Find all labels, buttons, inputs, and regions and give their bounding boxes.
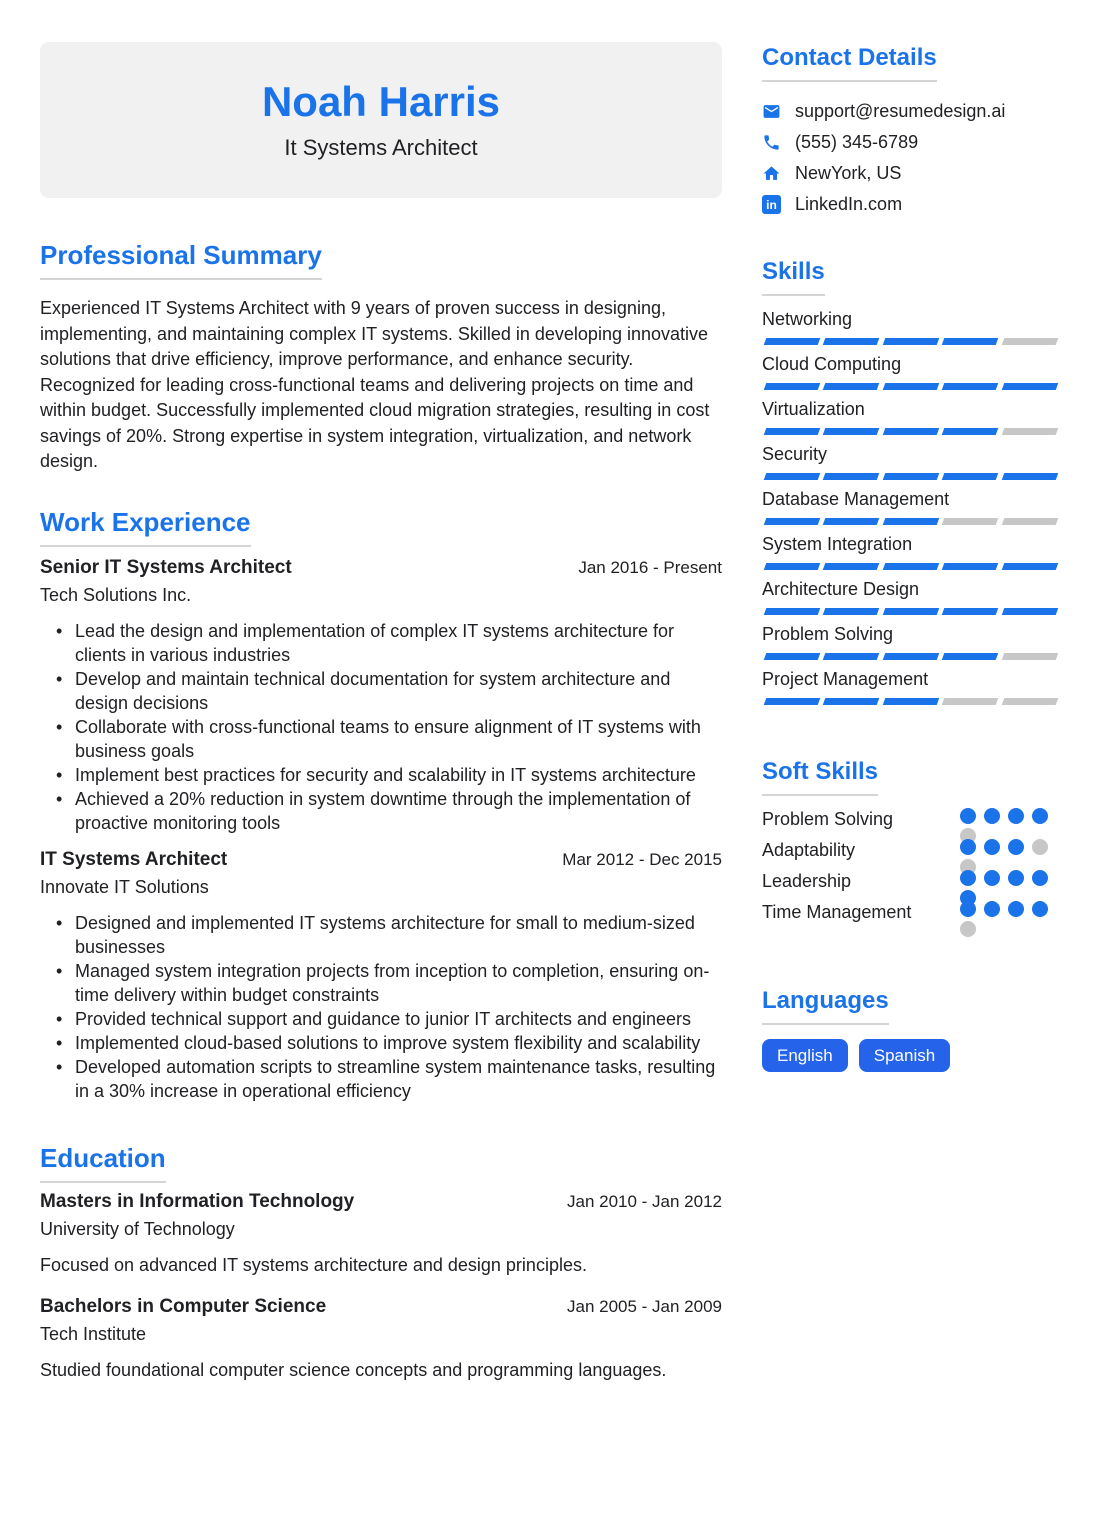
bar-segment-filled (764, 473, 821, 480)
bar-segment-filled (942, 563, 999, 570)
school-entry (40, 1296, 722, 1381)
soft-skill-name: Adaptability (762, 840, 856, 860)
bar-segment-empty (1001, 698, 1058, 705)
linkedin-icon: in (762, 195, 781, 214)
bar-segment-filled (883, 608, 940, 615)
job-entry (40, 557, 722, 835)
contact-heading: Contact Details (762, 44, 937, 82)
skill-item (762, 623, 1060, 668)
contact-text: LinkedIn.com (795, 194, 903, 214)
bar-segment-filled (883, 383, 940, 390)
education-heading: Education (40, 1143, 166, 1183)
rating-dot-filled (1008, 870, 1024, 886)
contact-item (762, 189, 1060, 220)
job-bullet: • Developed automation scripts to streamline system maintenance tasks, resulting in a 30% increase in operational efficiency (56, 1055, 722, 1103)
skill-item (762, 533, 1060, 578)
school-header (40, 1191, 722, 1213)
bar-segment-filled (823, 608, 880, 615)
job-bullet-list (40, 911, 722, 1103)
job-bullet: • Collaborate with cross-functional teams to ensure alignment of IT systems with business goals (56, 715, 722, 763)
skill-level-bar (762, 338, 1060, 345)
skill-name: Networking (762, 309, 853, 329)
contact-item (762, 158, 1060, 189)
skill-name: Cloud Computing (762, 354, 902, 374)
skill-level-bar (762, 428, 1060, 435)
skill-level-bar (762, 608, 1060, 615)
skill-name: Virtualization (762, 399, 865, 419)
skills-section (762, 258, 1060, 713)
contact-heading-row (762, 44, 1060, 82)
bar-segment-filled (823, 473, 880, 480)
bar-segment-empty (942, 698, 999, 705)
job-bullet-list (40, 619, 722, 835)
school-dates: Jan 2005 - Jan 2009 (566, 1296, 722, 1316)
degree-title: Masters in Information Technology (40, 1190, 355, 1212)
job-bullet: • Lead the design and implementation of complex IT systems architecture for clients in various industries (56, 619, 722, 667)
job-header (40, 557, 722, 579)
job-company: Tech Solutions Inc. (40, 584, 192, 605)
languages-heading: Languages (762, 987, 889, 1025)
bar-segment-filled (764, 698, 821, 705)
rating-dot-filled (1032, 901, 1048, 917)
rating-dot-empty (1032, 839, 1048, 855)
job-header (40, 849, 722, 871)
bar-segment-empty (942, 518, 999, 525)
bar-segment-filled (823, 338, 880, 345)
languages-heading-row (762, 987, 1060, 1025)
soft-skills-list (762, 808, 1060, 932)
rating-dot-filled (984, 901, 1000, 917)
bar-segment-filled (764, 653, 821, 660)
job-bullet: • Provided technical support and guidance to junior IT architects and engineers (56, 1007, 722, 1031)
contact-section (762, 44, 1060, 220)
rating-dot-filled (1008, 901, 1024, 917)
bar-segment-filled (764, 428, 821, 435)
soft-skills-heading-row (762, 758, 1060, 796)
skill-name: Architecture Design (762, 579, 920, 599)
rating-dot-filled (960, 839, 976, 855)
sidebar-column (762, 42, 1060, 1381)
candidate-name: Noah Harris (261, 77, 501, 125)
job-bullet: • Implement best practices for security and scalability in IT systems architecture (56, 763, 722, 787)
school-entry (40, 1191, 722, 1276)
rating-dot-filled (984, 839, 1000, 855)
school-list (40, 1191, 722, 1381)
header-card (40, 42, 722, 198)
bar-segment-filled (764, 518, 821, 525)
bar-segment-filled (1001, 608, 1058, 615)
skill-name: Problem Solving (762, 624, 894, 644)
skill-item (762, 443, 1060, 488)
skill-level-bar (762, 653, 1060, 660)
rating-dot-filled (1008, 839, 1024, 855)
school-institution: Tech Institute (40, 1323, 147, 1344)
languages-section (762, 987, 1060, 1072)
skill-level-bar (762, 698, 1060, 705)
skill-name: Project Management (762, 669, 929, 689)
bar-segment-filled (942, 428, 999, 435)
skill-item (762, 308, 1060, 353)
rating-dot-filled (1032, 808, 1048, 824)
rating-dot-filled (984, 870, 1000, 886)
bar-segment-filled (942, 383, 999, 390)
bar-segment-filled (883, 338, 940, 345)
skill-level-bar (762, 518, 1060, 525)
bar-segment-empty (1001, 518, 1058, 525)
bar-segment-filled (764, 608, 821, 615)
job-title: Senior IT Systems Architect (40, 556, 292, 578)
job-company: Innovate IT Solutions (40, 876, 209, 897)
bar-segment-filled (823, 383, 880, 390)
bar-segment-filled (942, 338, 999, 345)
rating-dot-filled (960, 901, 976, 917)
job-bullet: • Develop and maintain technical documentation for system architecture and design decisions (56, 667, 722, 715)
summary-heading-row (40, 240, 722, 280)
language-list (762, 1039, 1060, 1072)
experience-section (40, 507, 722, 1103)
school-description: Focused on advanced IT systems architecture and design principles. (40, 1254, 587, 1275)
summary-heading: Professional Summary (40, 240, 322, 280)
bar-segment-filled (883, 518, 940, 525)
rating-dot-filled (984, 808, 1000, 824)
bar-segment-filled (942, 608, 999, 615)
skill-item (762, 398, 1060, 443)
contact-text: NewYork, US (795, 163, 902, 183)
soft-skill-item (762, 870, 1060, 901)
skills-list (762, 308, 1060, 713)
soft-skills-section (762, 758, 1060, 932)
contact-text: support@resumedesign.ai (795, 101, 1006, 121)
contact-item (762, 96, 1060, 127)
skill-name: Database Management (762, 489, 950, 509)
rating-dot-filled (960, 870, 976, 886)
bar-segment-filled (942, 653, 999, 660)
skill-item (762, 353, 1060, 398)
skill-name: Security (762, 444, 828, 464)
home-icon (762, 164, 781, 183)
bar-segment-filled (823, 563, 880, 570)
soft-skill-item (762, 808, 1060, 839)
contact-item (762, 127, 1060, 158)
skill-item (762, 488, 1060, 533)
education-heading-row (40, 1143, 722, 1183)
bar-segment-filled (942, 473, 999, 480)
main-column (40, 42, 722, 1381)
education-section (40, 1143, 722, 1381)
bar-segment-filled (1001, 563, 1058, 570)
email-icon (762, 102, 781, 121)
bar-segment-empty (1001, 653, 1058, 660)
bar-segment-filled (1001, 473, 1058, 480)
soft-skill-dots (960, 901, 1048, 937)
job-bullet: • Designed and implemented IT systems architecture for small to medium-sized businesses (56, 911, 722, 959)
language-pill: Spanish (859, 1039, 950, 1072)
school-header (40, 1296, 722, 1318)
language-pill: English (762, 1039, 848, 1072)
bar-segment-empty (1001, 428, 1058, 435)
bar-segment-filled (883, 428, 940, 435)
bar-segment-filled (764, 383, 821, 390)
rating-dot-filled (1008, 808, 1024, 824)
job-title: IT Systems Architect (40, 848, 228, 870)
job-bullet: • Managed system integration projects from inception to completion, ensuring on-time delivery within budget constraints (56, 959, 722, 1007)
rating-dot-empty (960, 921, 976, 937)
degree-title: Bachelors in Computer Science (40, 1295, 327, 1317)
skill-level-bar (762, 563, 1060, 570)
skill-item (762, 668, 1060, 713)
school-institution: University of Technology (40, 1218, 235, 1239)
bar-segment-filled (823, 518, 880, 525)
experience-heading-row (40, 507, 722, 547)
soft-skill-name: Problem Solving (762, 809, 894, 829)
rating-dot-filled (960, 808, 976, 824)
contact-list (762, 96, 1060, 220)
contact-text: (555) 345-6789 (795, 132, 919, 152)
soft-skill-name: Time Management (762, 902, 912, 922)
bar-segment-filled (764, 338, 821, 345)
skills-heading-row (762, 258, 1060, 296)
job-dates: Mar 2012 - Dec 2015 (562, 849, 722, 869)
soft-skill-item (762, 901, 1060, 932)
soft-skill-name: Leadership (762, 871, 852, 891)
candidate-job-title: It Systems Architect (284, 135, 478, 161)
bar-segment-filled (1001, 383, 1058, 390)
skill-item (762, 578, 1060, 623)
phone-icon (762, 133, 781, 152)
bar-segment-filled (764, 563, 821, 570)
soft-skills-heading: Soft Skills (762, 758, 878, 796)
skill-level-bar (762, 473, 1060, 480)
school-description: Studied foundational computer science concepts and programming languages. (40, 1359, 667, 1380)
rating-dot-filled (1032, 870, 1048, 886)
bar-segment-filled (883, 563, 940, 570)
bar-segment-filled (823, 428, 880, 435)
job-entry (40, 849, 722, 1103)
job-list (40, 557, 722, 1103)
bar-segment-filled (823, 653, 880, 660)
experience-heading: Work Experience (40, 507, 251, 547)
job-bullet: • Implemented cloud-based solutions to improve system flexibility and scalability (56, 1031, 722, 1055)
bar-segment-filled (883, 698, 940, 705)
summary-text: Experienced IT Systems Architect with 9 years of proven success in designing, implementing, and maintaining complex IT systems. Skilled in developing innovative solutions that drive efficiency, improve performance, and enhance security. Recognized for leading cross-functional teams and delivering projects on time and within budget. Successfully implemented cloud migration strategies, resulting in cost savings of 20%. Strong expertise in system integration, virtualization, and network design. (40, 298, 710, 471)
skill-level-bar (762, 383, 1060, 390)
skills-heading: Skills (762, 258, 825, 296)
bar-segment-empty (1001, 338, 1058, 345)
bar-segment-filled (883, 653, 940, 660)
bar-segment-filled (883, 473, 940, 480)
job-bullet: • Achieved a 20% reduction in system downtime through the implementation of proactive monitoring tools (56, 787, 722, 835)
job-dates: Jan 2016 - Present (578, 557, 722, 577)
soft-skill-item (762, 839, 1060, 870)
bar-segment-filled (823, 698, 880, 705)
school-dates: Jan 2010 - Jan 2012 (566, 1191, 722, 1211)
skill-name: System Integration (762, 534, 913, 554)
summary-section (40, 240, 722, 475)
